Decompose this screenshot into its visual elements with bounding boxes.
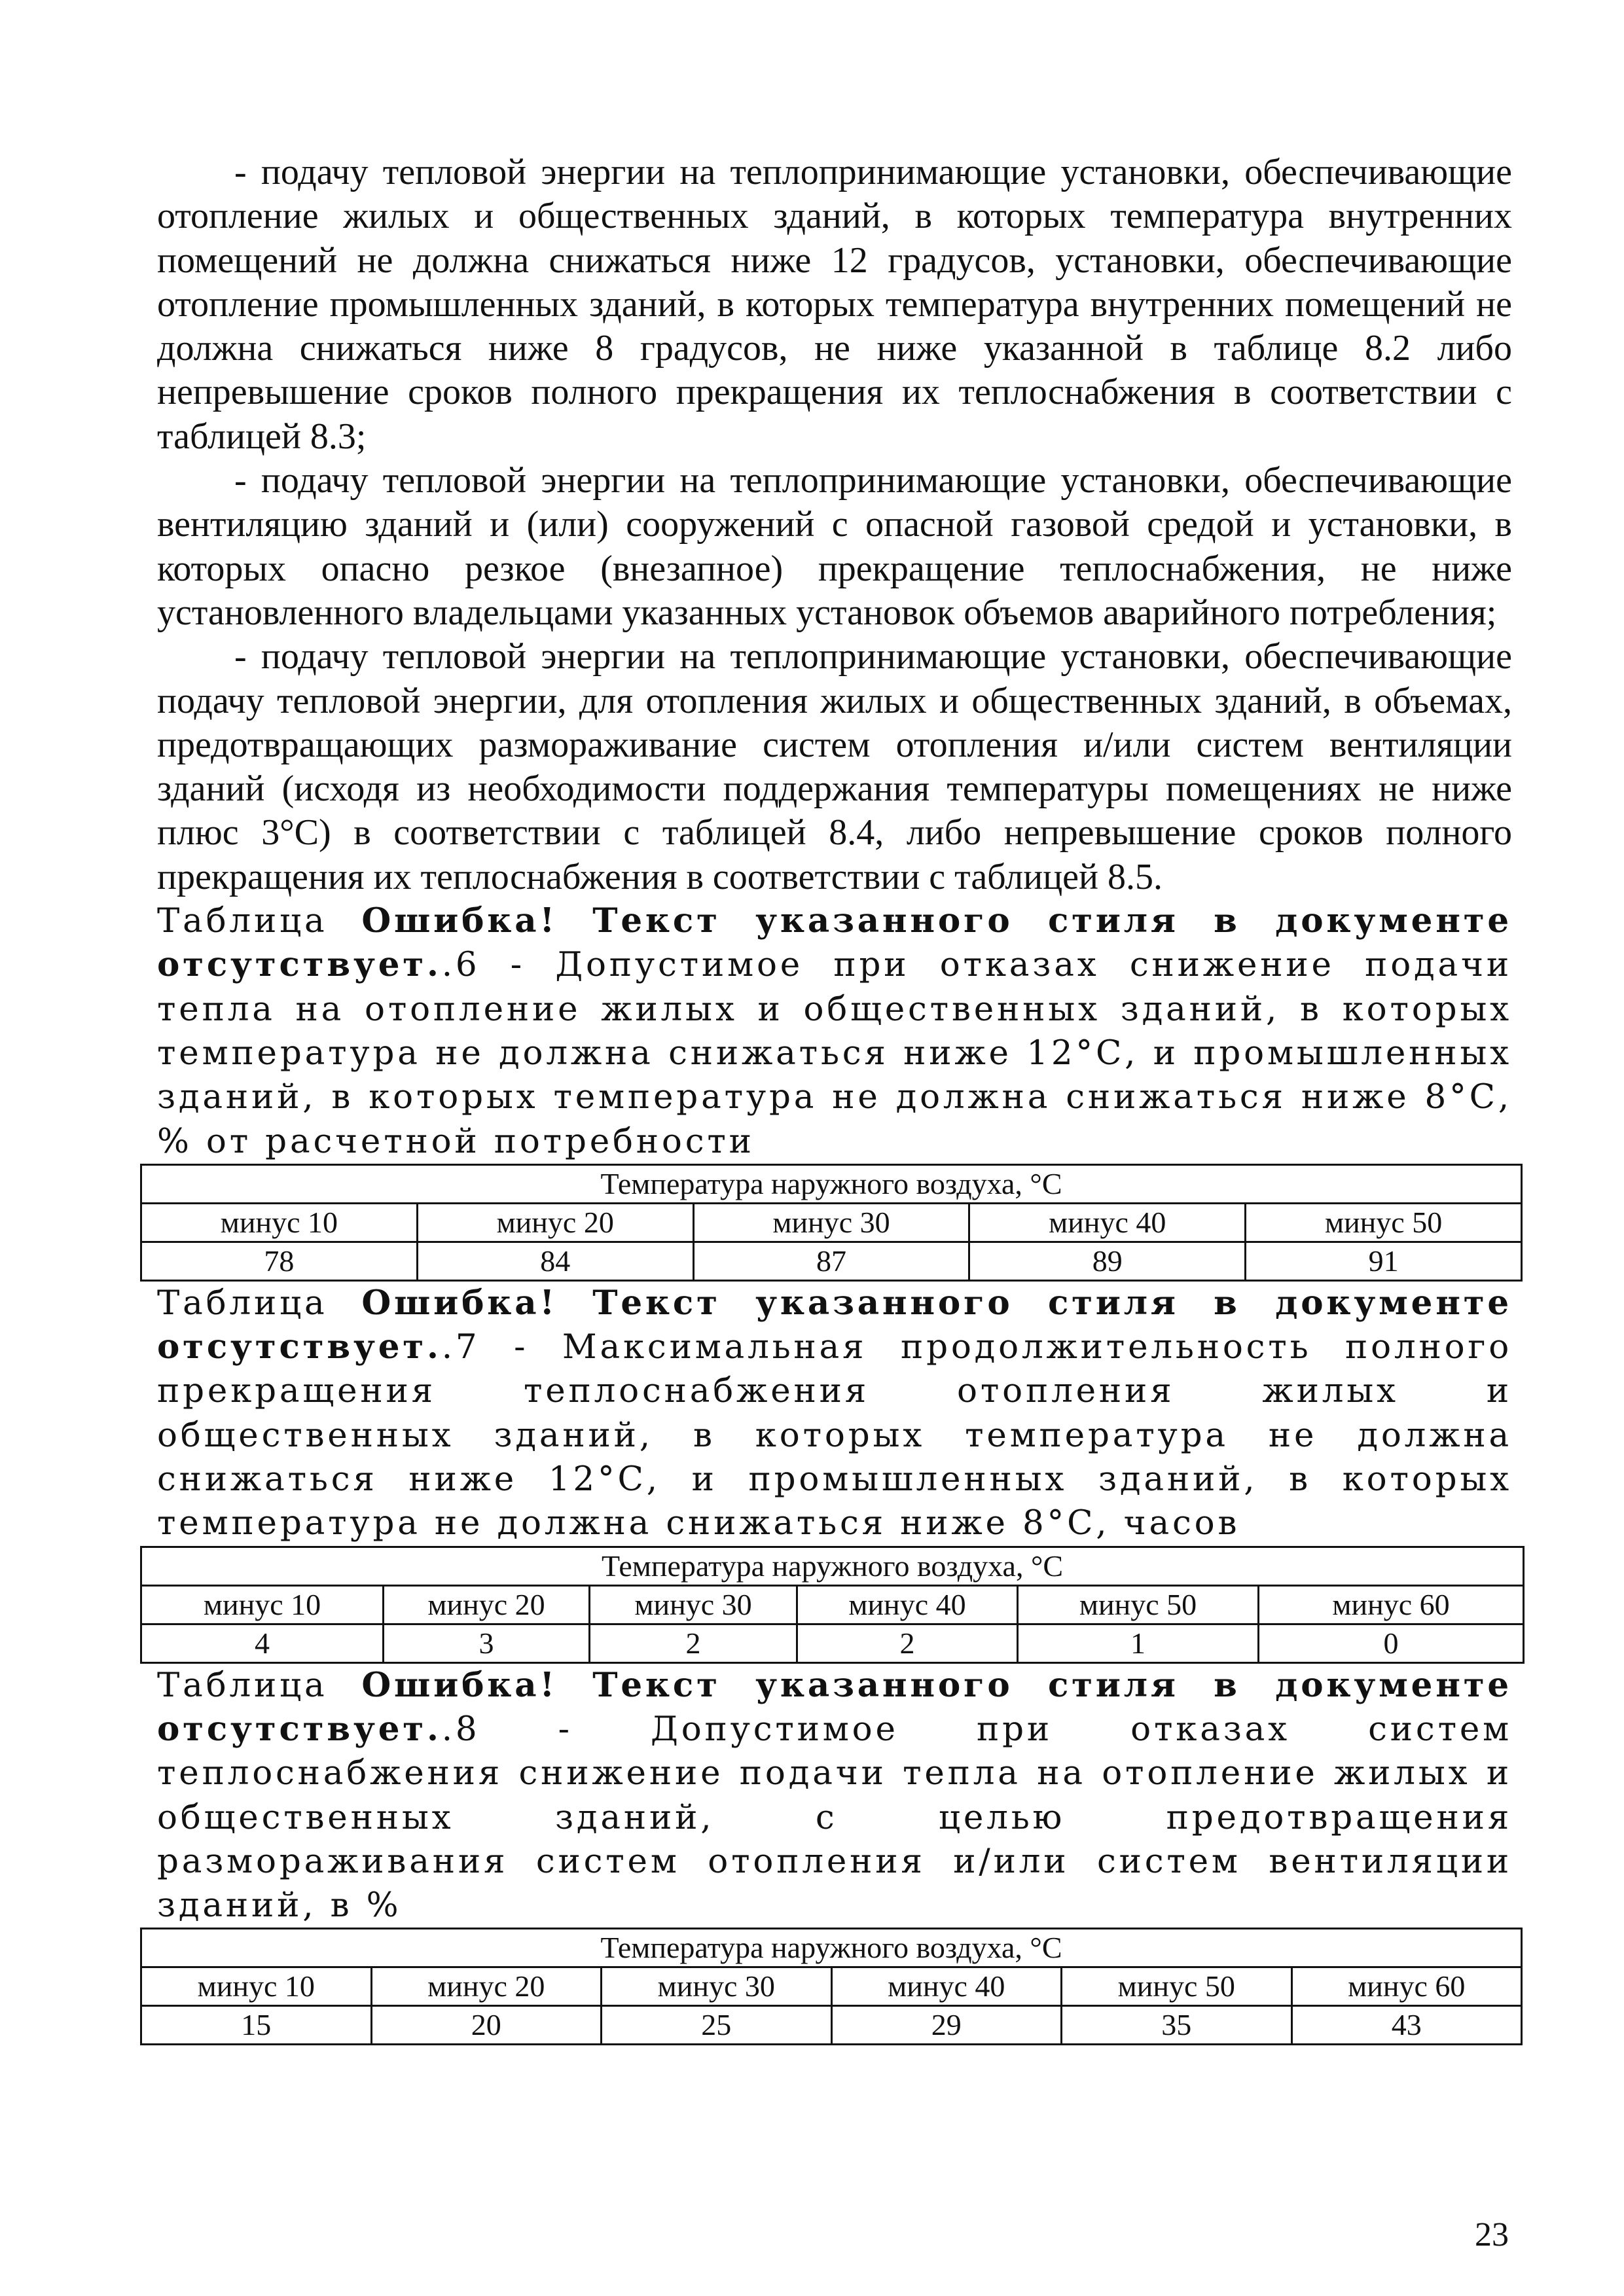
table-value-cell: 78: [141, 1242, 418, 1280]
page-number: 23: [1475, 2216, 1509, 2253]
table-header-row: [141, 1929, 1522, 1967]
table-value-cell: 29: [831, 2006, 1062, 2045]
table-header-cell: Температура наружного воздуха, °С: [141, 1547, 1524, 1585]
table-value-cell: 91: [1246, 1242, 1522, 1280]
caption-text: .8 - Допустимое при отказах систем теплоснабжения снижение подачи тепла на отопление жилых и общественных зданий, с целью предотвращения размораживания систем отопления и/или систем вентиляции зданий, в %: [157, 1709, 1512, 1926]
table-value-cell: 3: [384, 1624, 590, 1662]
caption-prefix: Таблица: [157, 901, 328, 941]
table-column-cell: минус 60: [1259, 1585, 1524, 1624]
caption-prefix: Таблица: [157, 1665, 328, 1705]
bullet-paragraph-heat-supply-heating: - подачу тепловой энергии на теплопринимающие установки, обеспечивающие отопление жилых и общественных зданий, в которых температура внутренних помещений не должна снижаться ниже 12 градусов, установки, обеспечивающие отопление промышленных зданий, в которых температура внутренних помещений не должна снижаться ниже 8 градусов, не ниже указанной в таблице 8.2 либо непревышение сроков полного прекращения их теплоснабжения в соответствии с таблицей 8.3;: [157, 152, 1512, 457]
table-value-cell: 35: [1062, 2006, 1292, 2045]
table-column-cell: минус 40: [969, 1203, 1246, 1242]
table-column-cell: минус 30: [602, 1967, 832, 2006]
table-column-cell: минус 30: [693, 1203, 969, 1242]
table-column-cell: минус 10: [141, 1967, 372, 2006]
table-value-cell: 0: [1259, 1624, 1524, 1662]
caption-error-text: Ошибка! Текст указанного стиля в документе отсутствует.: [157, 901, 1512, 985]
table-column-row: [141, 1967, 1522, 2006]
table-value-cell: 87: [693, 1242, 969, 1280]
table-column-cell: минус 50: [1246, 1203, 1522, 1242]
table-value-row: [141, 1624, 1524, 1662]
table-column-cell: минус 20: [417, 1203, 693, 1242]
table-value-row: [141, 2006, 1522, 2045]
table-caption-3: [157, 1664, 1512, 1928]
table-value-cell: 4: [141, 1624, 384, 1662]
table-column-cell: минус 40: [831, 1967, 1062, 2006]
data-table-2: [140, 1546, 1525, 1664]
table-column-cell: минус 10: [141, 1585, 384, 1624]
table-column-cell: минус 20: [384, 1585, 590, 1624]
caption-error-text: Ошибка! Текст указанного стиля в документе отсутствует.: [157, 1283, 1512, 1367]
table-header-cell: Температура наружного воздуха, °С: [141, 1164, 1522, 1203]
table-value-cell: 15: [141, 2006, 372, 2045]
data-table-3: [140, 1928, 1523, 2045]
table-value-cell: 1: [1018, 1624, 1259, 1662]
table-column-cell: минус 40: [797, 1585, 1018, 1624]
table-column-cell: минус 10: [141, 1203, 418, 1242]
table-column-cell: минус 50: [1062, 1967, 1292, 2006]
table-caption-2: [157, 1282, 1512, 1546]
table-header-row: [141, 1164, 1522, 1203]
table-caption-1: [157, 899, 1512, 1164]
table-column-cell: минус 20: [371, 1967, 602, 2006]
table-value-cell: 20: [371, 2006, 602, 2045]
caption-text: .7 - Максимальная продолжительность полного прекращения теплоснабжения отопления жилых и общественных зданий, в которых температура не должна снижаться ниже 12°С, и промышленных зданий, в которых температура не должна снижаться ниже 8°С, часов: [157, 1327, 1512, 1543]
data-table-1: [140, 1164, 1523, 1282]
bullet-paragraph-heat-supply-ventilation: - подачу тепловой энергии на теплопринимающие установки, обеспечивающие вентиляцию зданий и (или) сооружений с опасной газовой средой и установки, в которых опасно резкое (внезапное) прекращение теплоснабжения, не ниже установленного владельцами указанных установок объемов аварийного потребления;: [157, 460, 1512, 633]
table-column-cell: минус 50: [1018, 1585, 1259, 1624]
table-value-cell: 25: [602, 2006, 832, 2045]
caption-prefix: Таблица: [157, 1283, 328, 1323]
table-value-cell: 89: [969, 1242, 1246, 1280]
table-value-cell: 2: [590, 1624, 797, 1662]
table-header-cell: Температура наружного воздуха, °С: [141, 1929, 1522, 1967]
caption-text: .6 - Допустимое при отказах снижение подачи тепла на отопление жилых и общественных зданий, в которых температура не должна снижаться ниже 12°С, и промышленных зданий, в которых температура не должна снижаться ниже 8°С, % от расчетной потребности: [157, 945, 1512, 1161]
table-column-cell: минус 30: [590, 1585, 797, 1624]
document-page: [157, 151, 1512, 2045]
table-header-row: [141, 1547, 1524, 1585]
table-column-row: [141, 1585, 1524, 1624]
table-value-cell: 2: [797, 1624, 1018, 1662]
table-column-cell: минус 60: [1291, 1967, 1522, 2006]
bullet-paragraph-heat-supply-freeze-protection: - подачу тепловой энергии на теплопринимающие установки, обеспечивающие подачу тепловой энергии, для отопления жилых и общественных зданий, в объемах, предотвращающих размораживание систем отопления и/или систем вентиляции зданий (исходя из необходимости поддержания температуры помещениях не ниже плюс 3°С) в соответствии с таблицей 8.4, либо непревышение сроков полного прекращения их теплоснабжения в соответствии с таблицей 8.5.: [157, 636, 1512, 897]
caption-error-text: Ошибка! Текст указанного стиля в документе отсутствует.: [157, 1665, 1512, 1749]
table-value-row: [141, 1242, 1522, 1280]
table-value-cell: 43: [1291, 2006, 1522, 2045]
table-value-cell: 84: [417, 1242, 693, 1280]
table-column-row: [141, 1203, 1522, 1242]
